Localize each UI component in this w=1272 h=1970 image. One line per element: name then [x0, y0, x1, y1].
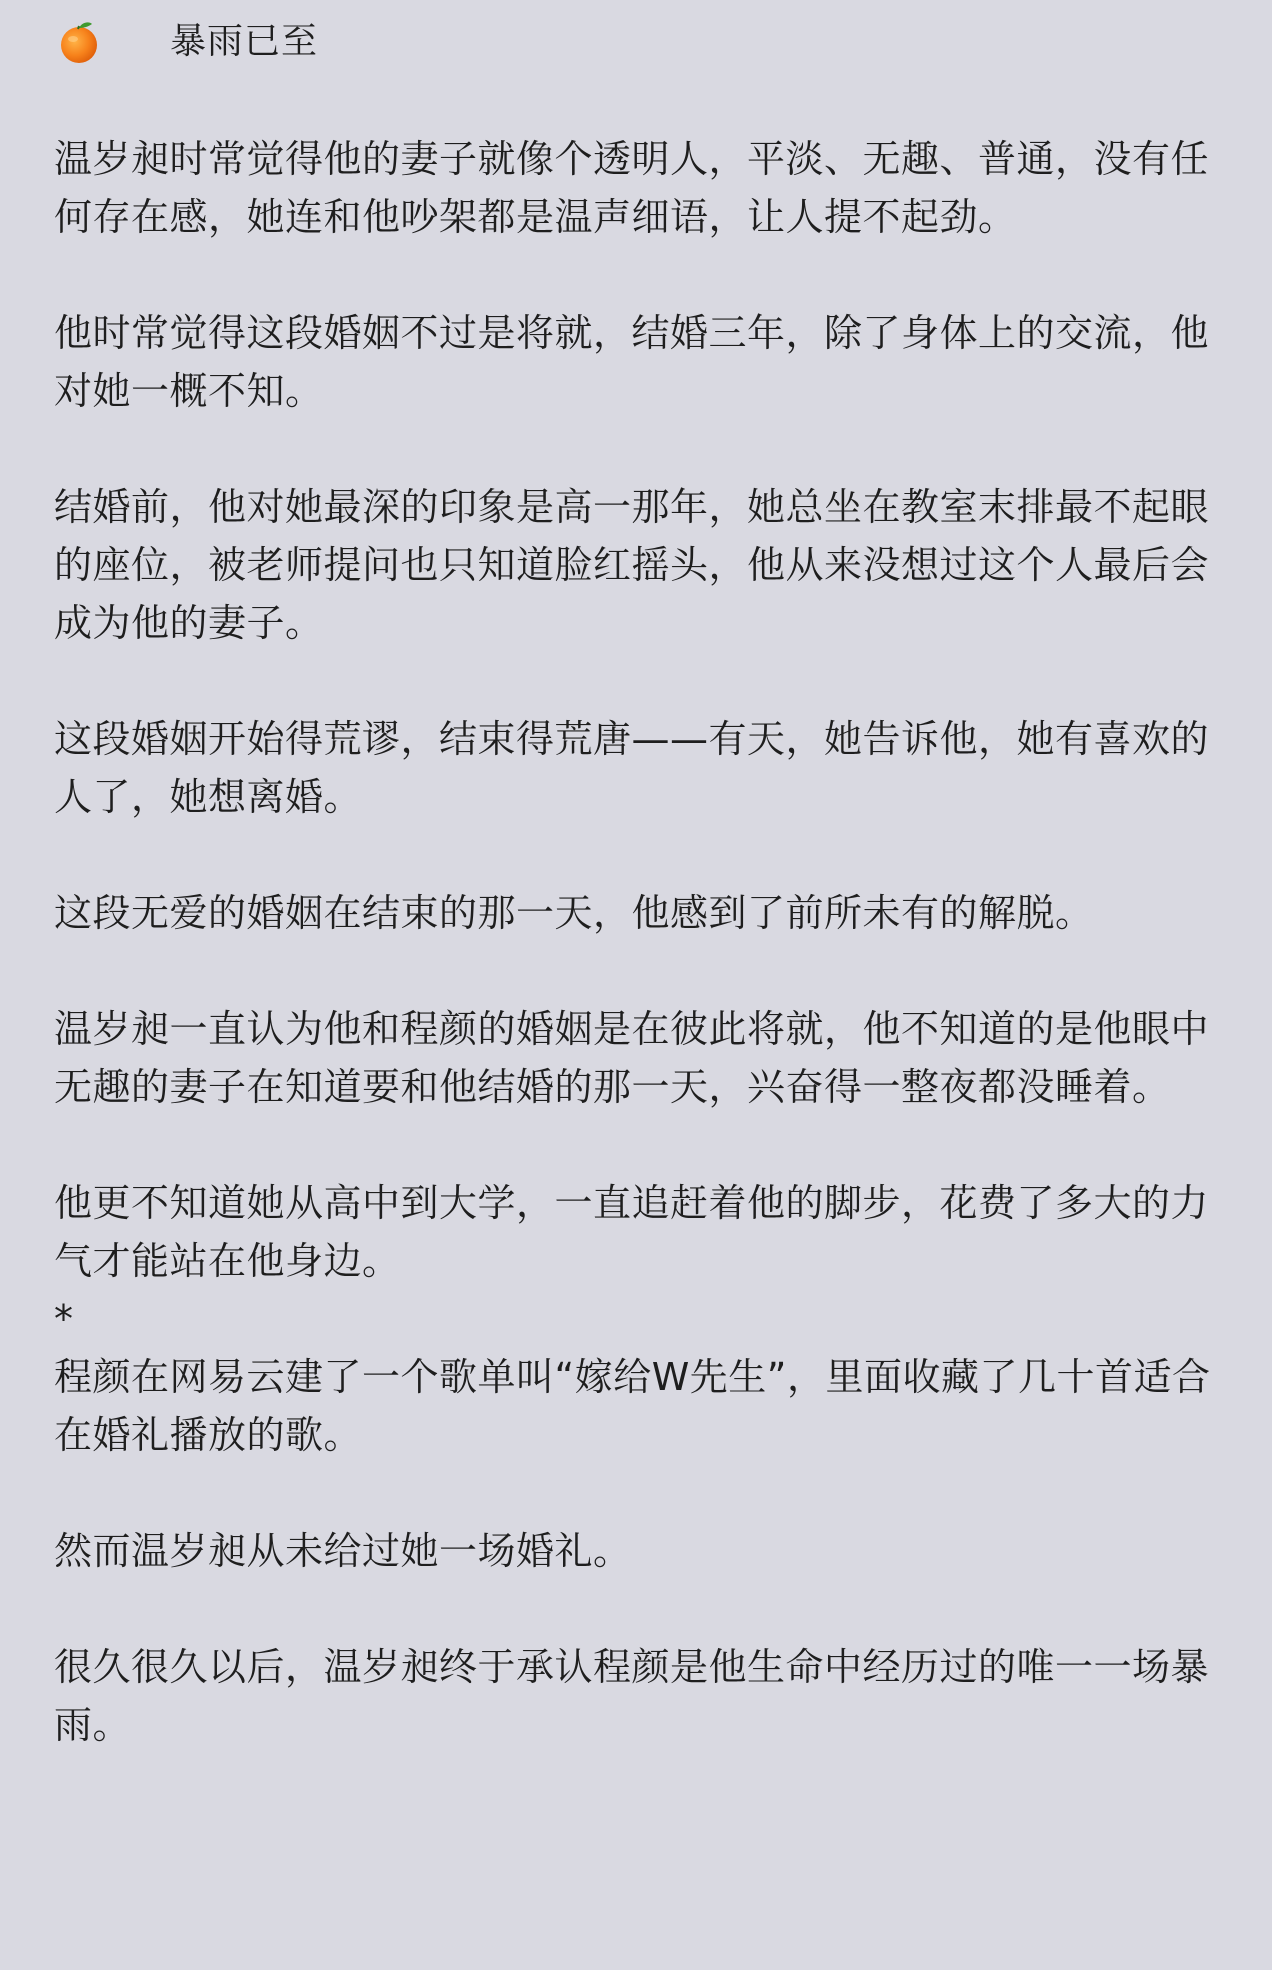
post-title: 暴雨已至: [170, 21, 319, 62]
paragraph-5: 这段无爱的婚姻在结束的那一天，他感到了前所未有的解脱。: [54, 891, 1094, 935]
paragraph-2: 他时常觉得这段婚姻不过是将就，结婚三年，除了身体上的交流，他对她一概不知。: [54, 311, 1210, 413]
paragraph-6: 温岁昶一直认为他和程颜的婚姻是在彼此将就，他不知道的是他眼中无趣的妻子在知道要和他结婚的那一天，兴奋得一整夜都没睡着。: [54, 1007, 1210, 1109]
post-header: [54, 0, 1218, 84]
paragraph-7: 他更不知道她从高中到大学，一直追赶着他的脚步，花费了多大的力气才能站在他身边。: [54, 1181, 1210, 1283]
paragraph-9: 然而温岁昶从未给过她一场婚礼。: [54, 1529, 632, 1573]
paragraph-3: 结婚前，他对她最深的印象是高一那年，她总坐在教室末排最不起眼的座位，被老师提问也只知道脸红摇头，他从来没想过这个人最后会成为他的妻子。: [54, 485, 1210, 645]
post-body: [54, 130, 1218, 1754]
paragraph-10: 很久很久以后，温岁昶终于承认程颜是他生命中经历过的唯一一场暴雨。: [54, 1645, 1210, 1747]
section-separator: *: [54, 1297, 73, 1341]
paragraph-4: 这段婚姻开始得荒谬，结束得荒唐——有天，她告诉他，她有喜欢的人了，她想离婚。: [54, 717, 1210, 819]
paragraph-8: 程颜在网易云建了一个歌单叫“嫁给W先生”，里面收藏了几十首适合在婚礼播放的歌。: [54, 1355, 1211, 1457]
paragraph-1: 温岁昶时常觉得他的妻子就像个透明人，平淡、无趣、普通，没有任何存在感，她连和他吵架都是温声细语，让人提不起劲。: [54, 137, 1210, 239]
orange-emoji-icon: [56, 19, 102, 65]
